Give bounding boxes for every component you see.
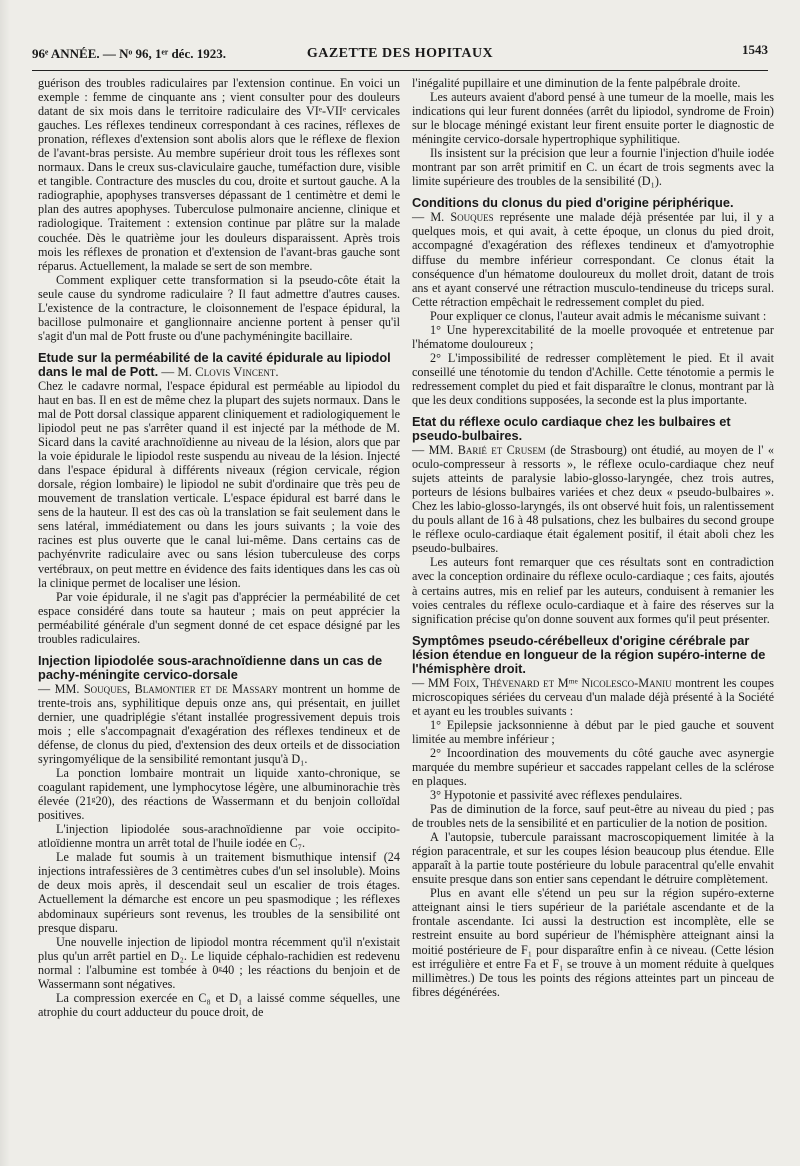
heading-authors: — MM. Souques, Blamontier et de Massary bbox=[38, 681, 278, 696]
paragraph: Pour expliquer ce clonus, l'auteur avait admis le mécanisme suivant : bbox=[430, 308, 767, 323]
paragraph-text: montrent un homme de trente-trois ans, syphilitique depuis onze ans, qui présentait, en juillet dernier, une quadriplégie s'étant installée progressivement depuis trois mois ; elle s'accompagnait d'exagération des réflexes tendineux et de défense, de clonus du pied, d'extension des deux orteils et de dissociation syringomyélique de la sensibilité remontant jusqu'à D₁. bbox=[38, 681, 401, 767]
paragraph-text: représente une malade déjà présentée par lui, il y a quelques mois, et qui avait, à cette époque, un clonus du pied droit, accompagné d'exagération des réflexes tendineux et d'amyotrophie diffuse du membre inférieur correspondant. Ce clonus était la conséquence d'un hématome douloureux du mollet droit, datant de trois ans et ayant conservé une rétraction musculo-tendineuse du triceps sural. Cette rétraction empêchait le redressement complet du pied. bbox=[412, 210, 774, 309]
heading-title: Etat du réflexe oculo cardiaque chez les bulbaires et pseudo-bulbaires. bbox=[412, 414, 731, 444]
paragraph: Chez le cadavre normal, l'espace épidural est perméable au lipiodol du haut en bas. Il en est de même chez la plupart des sujets normaux. Dans le mal de Pott dorsal classique apparent cliniquement et radiologiquement le lipiodol peut ne pas s'arrêter quand il est injecté par la méthode de M. Sicard dans la cavité arachnoïdienne au niveau de la lésion, alors que par la voie épidurale le lipiodol reste suspendu au niveau de la lésion. Injecté dans l'espace épidural à différents niveaux (région cervicale, région dorsale, région lombaire) le lipiodol ne subit d'ordinaire que très peu de mouvement de translation verticale. L'espace épidural est barré dans le sens de la hauteur. Il est des cas où la translation se fait seulement dans le sens latéral, immédiatement ou dans les jours suivants ; la voie des racines est plus ouverte que le canal lui-même. Dans certains cas de pachyénvrite radiculaire avec ou sans lésion tuberculeuse des corps vertébraux, on peut mettre en évidence des faits identiques dans les cas où la clinique permet de localiser une lésion. bbox=[38, 378, 400, 590]
left-column bbox=[38, 76, 400, 1019]
section-heading bbox=[38, 654, 400, 682]
paragraph: guérison des troubles radiculaires par l'extension continue. En voici un exemple : femme de cinquante ans ; vient consulter pour des douleurs datant de six mois dans le territoire radiculaire des VIᵉ-VIIᵉ cervicales gauches. Les réflexes tendineux correspondant à ces racines, réflexes de pronation, réflexes d'extension sont abolis alors que le réflexe de flexion de l'avant-bras persiste. Au membre supérieur droit tous les réflexes sont normaux. Dans le creux sus-claviculaire gauche, tuméfaction dure, visible et tangible. Contracture des muscles du cou, droite et surtout gauche. A la radiographie, apophyses transverses dépassant de 1 centimètre et demi le plan des autres apophyses. Tuberculose pulmonaire ancienne, clinique et radiologique. Traitement : extension continue par plâtre sur la malade couchée. Dès le quatrième jour les douleurs disparaissent. Après trois mois les réflexes de pronation et d'extension de l'avant-bras gauche sont réparus. Actuellement, la malade se sert de son membre. bbox=[38, 76, 400, 273]
heading-title: Conditions du clonus du pied d'origine périphérique. bbox=[412, 195, 734, 211]
heading-authors: — MM. Barié et Crusem bbox=[412, 443, 546, 458]
paragraph: La ponction lombaire montrait un liquide xanto-chronique, se coagulant rapidement, une lymphocytose légère, une albuminorachie très élevée (21ᵍ20), des réactions de Wassermann et du benjoin colloïdal positives. bbox=[38, 766, 400, 823]
page-edge-shadow bbox=[0, 0, 10, 1166]
section-heading bbox=[412, 415, 774, 443]
paragraph: 1° Epilepsie jacksonnienne à début par le pied gauche et souvent limitée au membre inférieur ; bbox=[412, 717, 774, 746]
paragraph: Comment expliquer cette transformation si la pseudo-côte était la seule cause du syndrome radiculaire ? Il faut admettre d'autres causes. L'existence de la contracture, le cloisonnement de l'espace épidural, la bacillose pulmonaire et ganglionnaire ancienne portent à penser qu'il s'agit d'un mal de Pott fruste ou d'une pachyméningite bacillaire. bbox=[38, 272, 400, 343]
paragraph bbox=[412, 210, 774, 308]
heading-authors: — MM Foix, Thévenard et Mᵐᵉ Nicolesco-Maniu bbox=[412, 675, 672, 690]
paragraph: Les auteurs avaient d'abord pensé à une tumeur de la moelle, mais les indications qui leur furent données (arrêt du lipiodol, syndrome de Froin) sur le blocage méningé existant leur firent ensuite porter le diagnostic de méningite cervico-dorsale hypertrophique syphilitique. bbox=[412, 90, 774, 147]
paragraph: L'injection lipiodolée sous-arachnoïdienne par voie occipito-atloïdienne montra un arrêt total de l'huile iodée en C₇. bbox=[38, 822, 400, 851]
paragraph: Plus en avant elle s'étend un peu sur la région supéro-externe atteignant ainsi le tiers supérieur de la pariétale ascendante et de la frontale ascendante. Ici aussi la destruction est incomplète, elle se restreint ensuite au bord supérieur de l'hémisphère atteignant ainsi la moitié postérieure de F₁ pour disparaître enfin à ce niveau. (Cette lésion est irrégulière et entre Fa et F₁ se trouve à un moment réduite à quelques millimètres.) De tous les points des régions atteintes part un pinceau de fibres dégénérées. bbox=[412, 886, 774, 999]
paragraph: l'inégalité pupillaire et une diminution de la fente palpébrale droite. bbox=[412, 76, 741, 90]
running-header bbox=[32, 42, 768, 66]
heading-authors: — M. Clovis Vincent. bbox=[158, 364, 279, 379]
section-heading bbox=[412, 634, 774, 676]
journal-title: GAZETTE DES HOPITAUX bbox=[306, 46, 494, 61]
right-column bbox=[412, 76, 774, 999]
section-heading bbox=[38, 351, 400, 379]
issue-info: 96ᵉ ANNÉE. — Nᵒ 96, 1ᵉʳ déc. 1923. bbox=[32, 46, 226, 61]
paragraph: Ils insistent sur la précision que leur a fournie l'injection d'huile iodée montrant par son arrêt primitif en C. un écart de trois segments avec la limite supérieure des troubles de la sensibilité (D₁). bbox=[412, 146, 774, 189]
header-rule bbox=[32, 70, 768, 71]
paragraph: Par voie épidurale, il ne s'agit pas d'apprécier la perméabilité de cet espace considéré dans toute sa hauteur ; mais on peut apprécier la perméabilité générale d'un segment donné de cet espace désigné par les troubles radiculaires. bbox=[38, 589, 400, 646]
paragraph: Pas de diminution de la force, sauf peut-être au niveau du pied ; pas de troubles nets de la sensibilité et en particulier de la notion de position. bbox=[412, 802, 774, 831]
paragraph: Les auteurs font remarquer que ces résultats sont en contradiction avec la conception ordinaire du réflexe oculo-cardiaque ; ces faits, ajoutés à certains autres, mis en relief par les auteurs, conduisent à remanier les voies centrales du réflexe oculo-cardiaque et à faire des réserves sur la signification précise qu'on donne souvent aux formes qu'il peut présenter. bbox=[412, 555, 774, 626]
section-heading bbox=[412, 196, 774, 210]
heading-title: Injection lipiodolée sous-arachnoïdienne dans un cas de pachy-méningite cervico-dorsale bbox=[38, 652, 383, 682]
paragraph: 2° L'impossibilité de redresser complètement le pied. Et il avait conseillé une ténotomie du tendon d'Achille. Cette ténotomie a permis le redressement complet du pied et fait disparaître le clonus, montrant par là que les deux conditions supposées, la seconde est la plus importante. bbox=[412, 350, 774, 407]
paragraph bbox=[412, 443, 774, 555]
paragraph-text: (de Strasbourg) ont étudié, au moyen de l' « oculo-compresseur à ressorts », le réflexe oculo-cardiaque chez neuf sujets atteints de paralysie labio-glosso-laryngée, chez trois autres, porteurs de lésions bulbaires variées et chez deux « pseudo-bulbaires ». Chez les labio-glosso-laryngés, ils ont observé huit fois, un ralentissement du pouls allant de 16 à 48 pulsations, chez les bulbaires du second groupe le réflexe oculo-cardiaque était également positif, il était aboli chez les pseudo-bulbaires. bbox=[412, 443, 774, 556]
heading-authors: — M. Souques bbox=[412, 210, 494, 225]
paragraph bbox=[412, 676, 774, 718]
heading-title: Etude sur la perméabilité de la cavité épidurale au lipiodol dans le mal de Pott. bbox=[38, 349, 391, 379]
paragraph-text: montrent les coupes microscopiques sériées du cerveau d'un malade déjà présenté à la Société et ayant eu les troubles suivants : bbox=[412, 675, 774, 718]
paragraph: 3° Hypotonie et passivité avec réflexes pendulaires. bbox=[430, 788, 683, 803]
paragraph: A l'autopsie, tubercule paraissant macroscopiquement limitée à la région paracentrale, et sur les coupes lésion beaucoup plus étendue. Elle apparaît à la partie toute postérieure du lobule paracentral qu'elle envahit ensuite presque dans son entier sans cependant le détruire complètement. bbox=[412, 830, 774, 887]
paragraph: 1° Une hyperexcitabilité de la moelle provoquée et entretenue par l'hématome douloureux ; bbox=[412, 322, 774, 351]
paragraph bbox=[38, 682, 400, 766]
paragraph: Une nouvelle injection de lipiodol montra récemment qu'il n'existait plus qu'un arrêt partiel en D₂. Le liquide céphalo-rachidien est redevenu normal : l'albumine est tombée à 0ᵍ40 ; les réactions du benjoin et de Wassermann sont négatives. bbox=[38, 934, 400, 991]
page-number: 1543 bbox=[742, 42, 768, 57]
paragraph: Le malade fut soumis à un traitement bismuthique intensif (24 injections intrafessières de 3 centimètres cubes d'un sel insoluble). Moins de deux mois après, il descendait seul un escalier de trois étages. Actuellement la démarche est encore un peu spasmodique ; les réflexes abdominaux supérieurs sont revenus, les troubles de la sensibilité ont presque disparu. bbox=[38, 850, 400, 935]
paragraph: 2° Incoordination des mouvements du côté gauche avec asynergie marquée du membre supérieur et saccades rappelant celles de la sclérose en plaques. bbox=[412, 745, 774, 788]
heading-title: Symptômes pseudo-cérébelleux d'origine cérébrale par lésion étendue en longueur de la région supéro-interne de l'hémisphère droit. bbox=[412, 632, 766, 676]
paragraph: La compression exercée en C₈ et D₁ a laissé comme séquelles, une atrophie du court adducteur du pouce droit, de bbox=[38, 990, 400, 1019]
